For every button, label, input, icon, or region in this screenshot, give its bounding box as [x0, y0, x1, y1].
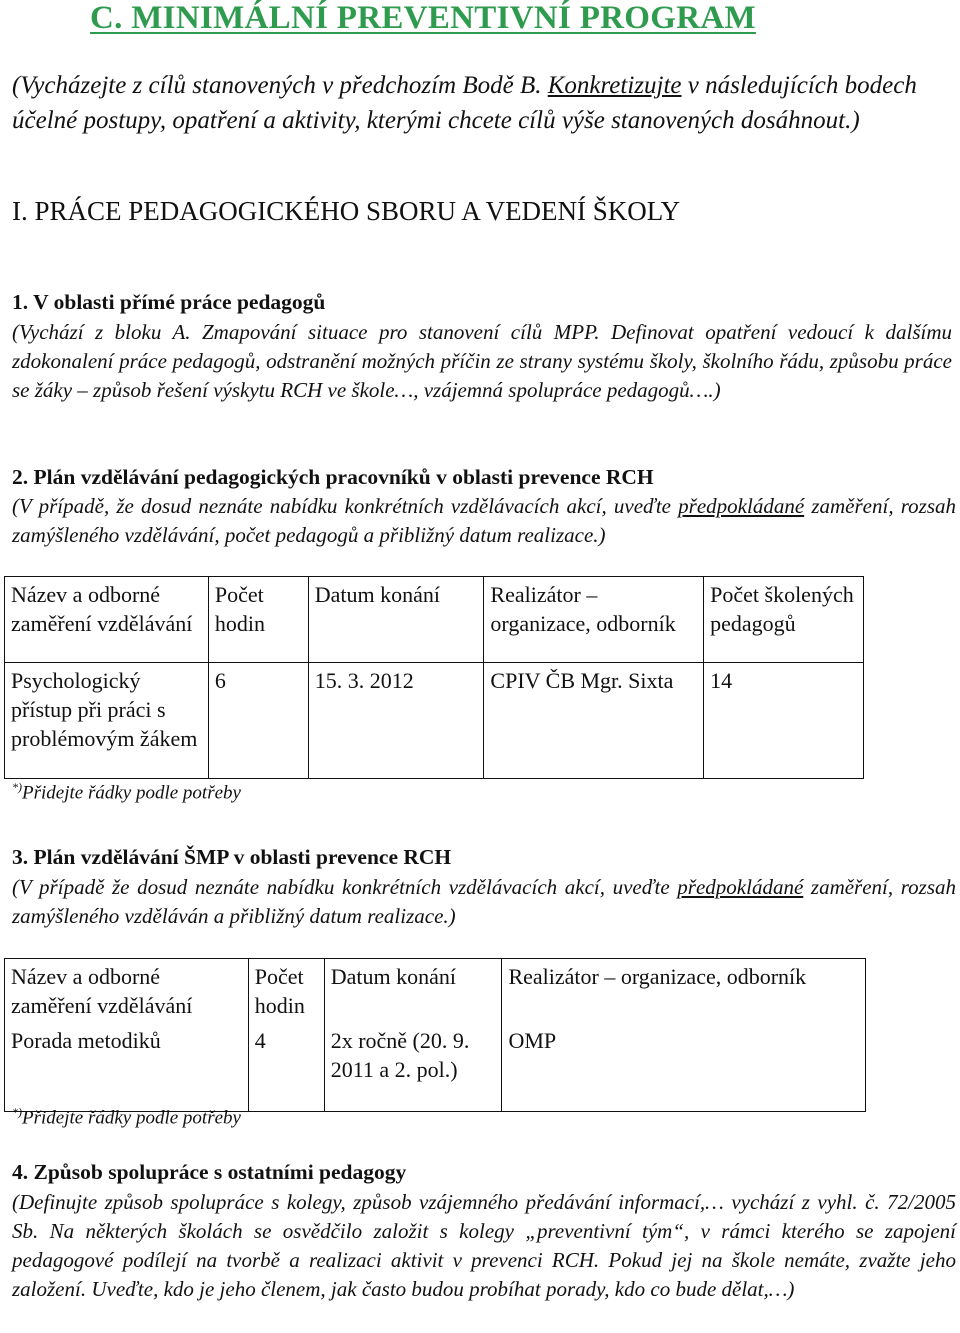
s2-footnote: [12, 780, 241, 804]
s2-text-prefix: (V případě, že dosud neznáte nabídku konkrétních vzdělávacích akcí, uveďte: [12, 494, 679, 518]
footnote-text: Přidejte řádky podle potřeby: [22, 1107, 241, 1129]
s2-text-suffix: zaměření, rozsah zamýšleného vzdělávání, počet pedagogů a přibližný datum realizace.): [12, 494, 956, 547]
section-heading: I. PRÁCE PEDAGOGICKÉHO SBORU A VEDENÍ ŠKOLY: [12, 196, 681, 226]
s3-heading: 3. Plán vzdělávání ŠMP v oblasti prevence RCH: [12, 845, 452, 869]
table-header-cell: Název a odborné zaměření vzdělávání: [5, 577, 209, 663]
table-cell: Porada metodiků: [5, 1023, 249, 1111]
table-cell: CPIV ČB Mgr. Sixta: [484, 663, 704, 779]
s2-text-underlined: předpokládané: [678, 494, 805, 518]
table-cell: 6: [208, 663, 308, 779]
table-cell: Psychologický přístup při práci s problémovým žákem: [5, 663, 209, 779]
s4-paragraph: (Definujte způsob spolupráce s kolegy, způsob vzájemného předávání informací,… vychází z vyhl. č. 72/2005 Sb. Na některých školách se osvědčilo založit s kolegy „preventivní tým“, v rámci kterého se zapojení pedagogové podílejí na tvorbě a realizaci aktivit v prevenci RCH. Pokud jej na škole nemáte, zvažte jeho založení. Uveďte, kdo je jeho členem, jak často budou probíhat porady, kdo co bude dělat,…): [12, 1190, 956, 1301]
table-cell: 2x ročně (20. 9. 2011 a 2. pol.): [324, 1023, 502, 1111]
table-row: [5, 1023, 866, 1111]
document-title: C. MINIMÁLNÍ PREVENTIVNÍ PROGRAM: [90, 0, 756, 36]
table-header-cell: Počet školených pedagogů: [704, 577, 864, 663]
table-header-cell: Realizátor – organizace, odborník: [502, 959, 866, 1024]
table-cell: 4: [248, 1023, 324, 1111]
table-header-cell: Počet hodin: [208, 577, 308, 663]
table-row: [5, 663, 864, 779]
table-cell: 15. 3. 2012: [308, 663, 484, 779]
table-header-row: [5, 577, 864, 663]
table-header-row: [5, 959, 866, 1024]
table-header-cell: Počet hodin: [248, 959, 324, 1024]
table-header-cell: Datum konání: [324, 959, 502, 1024]
s1-paragraph: (Vychází z bloku A. Zmapování situace pro stanovení cílů MPP. Definovat opatření vedoucí k dalšímu zdokonalení práce pedagogů, odstranění možných příčin ze strany systému školy, školního řádu, způsobu práce se žáky – způsob řešení výskytu RCH ve škole…, vzájemná spolupráce pedagogů….): [12, 320, 952, 402]
footnote-mark: *): [12, 1105, 22, 1119]
s1-heading: 1. V oblasti přímé práce pedagogů: [12, 290, 326, 314]
table-cell: OMP: [502, 1023, 866, 1111]
footnote-text: Přidejte řádky podle potřeby: [22, 782, 241, 804]
footnote-mark: *): [12, 780, 22, 794]
table-header-cell: Datum konání: [308, 577, 484, 663]
s2-paragraph: [12, 492, 956, 550]
table-header-cell: Realizátor – organizace, odborník: [484, 577, 704, 663]
intro-underlined: Konkretizujte: [547, 72, 682, 99]
intro-prefix: (Vycházejte z cílů stanovených v předchozím Bodě B.: [12, 72, 548, 99]
s3-text-suffix: zaměření, rozsah zamýšleného vzděláván a přibližný datum realizace.): [12, 875, 956, 928]
intro-suffix: v následujících bodech účelné postupy, opatření a aktivity, kterými chcete cílů výše stanovených dosáhnout.): [12, 72, 917, 134]
s3-paragraph: [12, 873, 956, 931]
s2-training-table: [4, 576, 864, 779]
table-cell: 14: [704, 663, 864, 779]
s3-training-table: [4, 958, 866, 1112]
s3-text-underlined: předpokládané: [677, 875, 804, 899]
s3-footnote: [12, 1105, 241, 1129]
s2-heading: 2. Plán vzdělávání pedagogických pracovníků v oblasti prevence RCH: [12, 465, 654, 489]
table-header-cell: Název a odborné zaměření vzdělávání: [5, 959, 249, 1024]
intro-paragraph: [12, 68, 942, 138]
s4-heading: 4. Způsob spolupráce s ostatními pedagogy: [12, 1160, 407, 1184]
s3-text-prefix: (V případě že dosud neznáte nabídku konkrétních vzdělávacích akcí, uveďte: [12, 875, 678, 899]
